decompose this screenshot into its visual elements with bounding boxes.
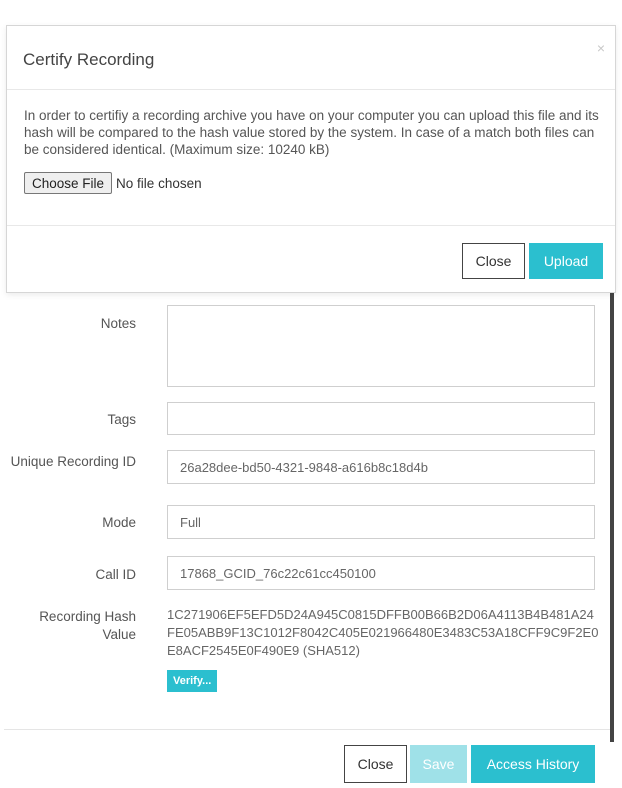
notes-label: Notes (100, 316, 136, 331)
close-button[interactable]: Close (344, 745, 407, 783)
modal-title: Certify Recording (23, 50, 155, 69)
file-picker (24, 172, 202, 194)
file-status: No file chosen (116, 175, 202, 191)
mode-field[interactable]: Full (167, 505, 595, 539)
tags-input[interactable] (167, 402, 595, 435)
modal-header-divider (7, 89, 615, 90)
hash-value: 1C271906EF5EFD5D24A945C0815DFFB00B66B2D06A4113B4B481A24FE05ABB9F13C1012F8042C405E021966480E3483C53A18CFF9C9F2E0E8ACF2545E0F490E9 (SHA512) (167, 607, 599, 658)
verify-button[interactable]: Verify... (167, 670, 217, 692)
modal-close-button[interactable]: Close (462, 243, 525, 279)
call-id-label: Call ID (95, 567, 136, 582)
unique-id-label: Unique Recording ID (10, 454, 136, 469)
unique-id-field[interactable]: 26a28dee-bd50-4321-9848-a616b8c18d4b (167, 450, 595, 484)
mode-label: Mode (102, 515, 136, 530)
hash-label: Recording Hash Value (39, 609, 136, 642)
call-id-field[interactable]: 17868_GCID_76c22c61cc450100 (167, 556, 595, 590)
close-icon[interactable]: × (596, 40, 605, 56)
save-button[interactable]: Save (410, 745, 467, 783)
tags-label: Tags (107, 412, 136, 427)
modal-footer-divider (7, 225, 615, 226)
certify-recording-modal (6, 25, 616, 293)
footer-divider (4, 729, 610, 730)
modal-description: In order to certifiy a recording archive you have on your computer you can upload this file and its hash will be compared to the hash value stored by the system. In case of a match both files can be considered identical. (Maximum size: 10240 kB) (24, 108, 599, 157)
choose-file-button[interactable]: Choose File (24, 172, 112, 194)
scrollbar[interactable] (610, 292, 614, 742)
notes-textarea[interactable] (167, 305, 595, 387)
upload-button[interactable]: Upload (529, 243, 603, 279)
access-history-button[interactable]: Access History (471, 745, 595, 783)
